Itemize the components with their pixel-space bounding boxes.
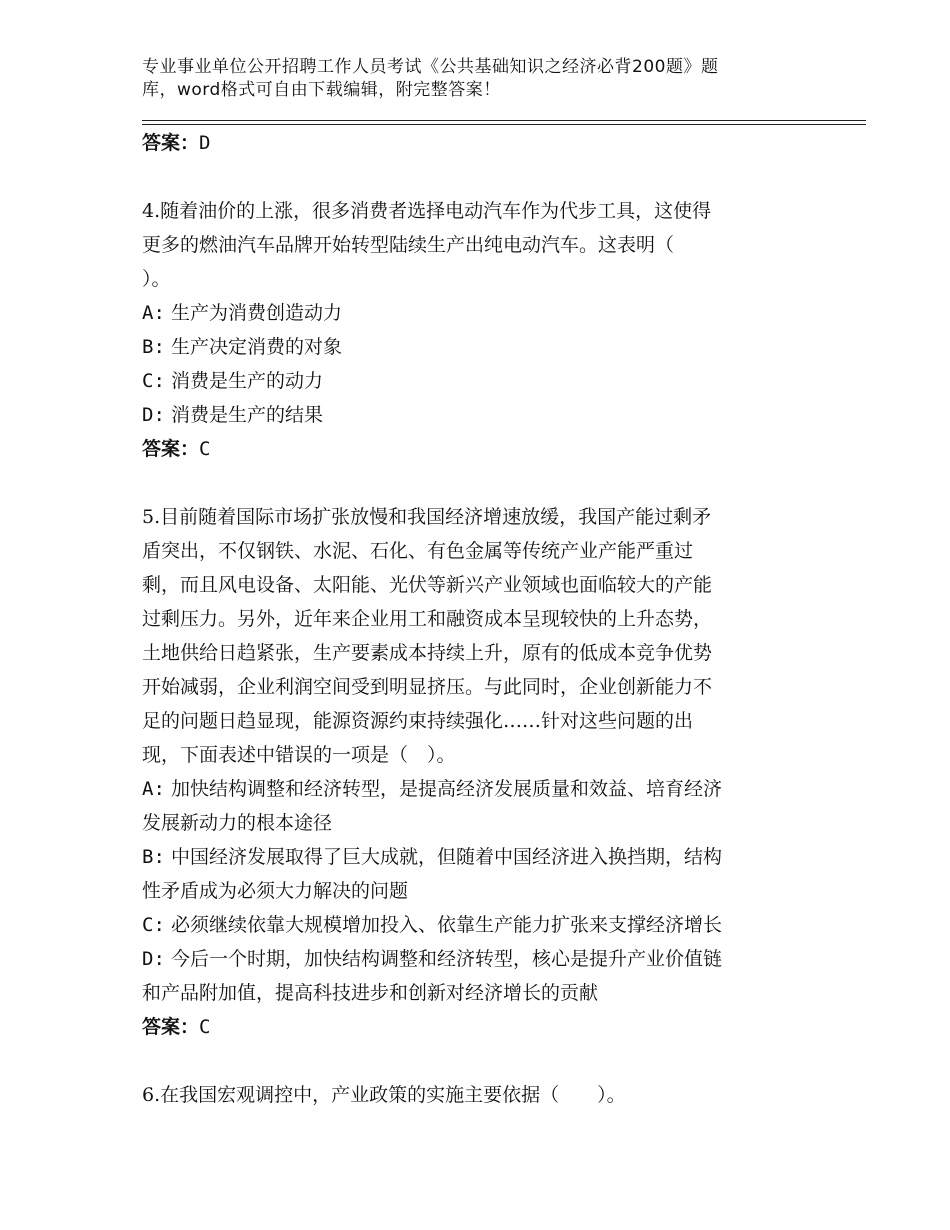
option-key: A: [142,778,165,800]
option-line [142,942,807,976]
question-block [142,1078,807,1112]
previous-answer [142,126,807,160]
question-stem-line: 足的问题日趋显现，能源资源约束持续强化……针对这些问题的出 [142,710,694,732]
question-block [142,194,807,500]
answer-label: 答案： [142,438,200,460]
option-key: D: [142,404,165,426]
option-text: 和产品附加值，提高科技进步和创新对经济增长的贡献 [142,982,599,1004]
option-key: A: [142,302,165,324]
question-stem-line: 5.目前随着国际市场扩张放慢和我国经济增速放缓，我国产能过剩矛 [142,506,712,528]
option-text: 消费是生产的结果 [170,404,323,426]
option-key: C: [142,370,165,392]
option-text: 发展新动力的根本途径 [142,812,333,834]
question-stem-line: 土地供给日趋紧张，生产要素成本持续上升，原有的低成本竞争优势 [142,642,713,664]
option-line [142,840,807,874]
spacer [142,1044,807,1078]
answer-value: C [199,438,211,460]
option-text: 中国经济发展取得了巨大成就，但随着中国经济进入换挡期，结构 [170,846,722,868]
option-text: 必须继续依靠大规模增加投入、依靠生产能力扩张来支撑经济增长 [170,914,722,936]
option-key: C: [142,914,165,936]
answer-value: D [199,132,211,154]
question-list [142,194,807,1112]
spacer [142,466,807,500]
header-divider [142,120,866,125]
option-line [142,330,807,364]
option-text: 生产为消费创造动力 [170,302,342,324]
option-line [142,364,807,398]
header-line-1: 专业事业单位公开招聘工作人员考试《公共基础知识之经济必背200题》题 [142,57,719,77]
option-key: B: [142,336,165,358]
question-stem-line: 现，下面表述中错误的一项是（ ）。 [142,744,456,766]
question-stem-line: ）。 [142,268,171,290]
question-stem-line: 过剩压力。另外，近年来企业用工和融资成本呈现较快的上升态势， [142,608,713,630]
option-text: 生产决定消费的对象 [170,336,342,358]
question-stem-line: 剩，而且风电设备、太阳能、光伏等新兴产业领域也面临较大的产能 [142,574,713,596]
option-line [142,772,807,806]
answer-line [142,1010,807,1044]
option-line [142,398,807,432]
question-stem-line: 盾突出，不仅钢铁、水泥、石化、有色金属等传统产业产能严重过 [142,540,694,562]
answer-value: C [199,1016,211,1038]
answer-label: 答案： [142,1016,200,1038]
header-line-2: 库，word格式可自由下载编辑，附完整答案！ [142,80,501,100]
document-body [142,126,807,1112]
option-text: 消费是生产的动力 [170,370,323,392]
question-block [142,500,807,1078]
option-text: 今后一个时期，加快结构调整和经济转型，核心是提升产业价值链 [170,948,722,970]
option-key: B: [142,846,165,868]
spacer [142,160,807,194]
option-text: 加快结构调整和经济转型，是提高经济发展质量和效益、培育经济 [170,778,722,800]
answer-line [142,432,807,466]
document-header [142,56,782,102]
question-stem-line: 4.随着油价的上涨，很多消费者选择电动汽车作为代步工具，这使得 [142,200,712,222]
option-line [142,976,807,1010]
question-stem-line: 开始减弱，企业利润空间受到明显挤压。与此同时，企业创新能力不 [142,676,713,698]
question-stem-line: 6.在我国宏观调控中，产业政策的实施主要依据（ ）。 [142,1084,626,1106]
option-line [142,806,807,840]
option-line [142,908,807,942]
answer-label: 答案： [142,132,200,154]
option-text: 性矛盾成为必须大力解决的问题 [142,880,409,902]
option-line [142,874,807,908]
option-line [142,296,807,330]
question-stem-line: 更多的燃油汽车品牌开始转型陆续生产出纯电动汽车。这表明（ [142,234,675,256]
option-key: D: [142,948,165,970]
